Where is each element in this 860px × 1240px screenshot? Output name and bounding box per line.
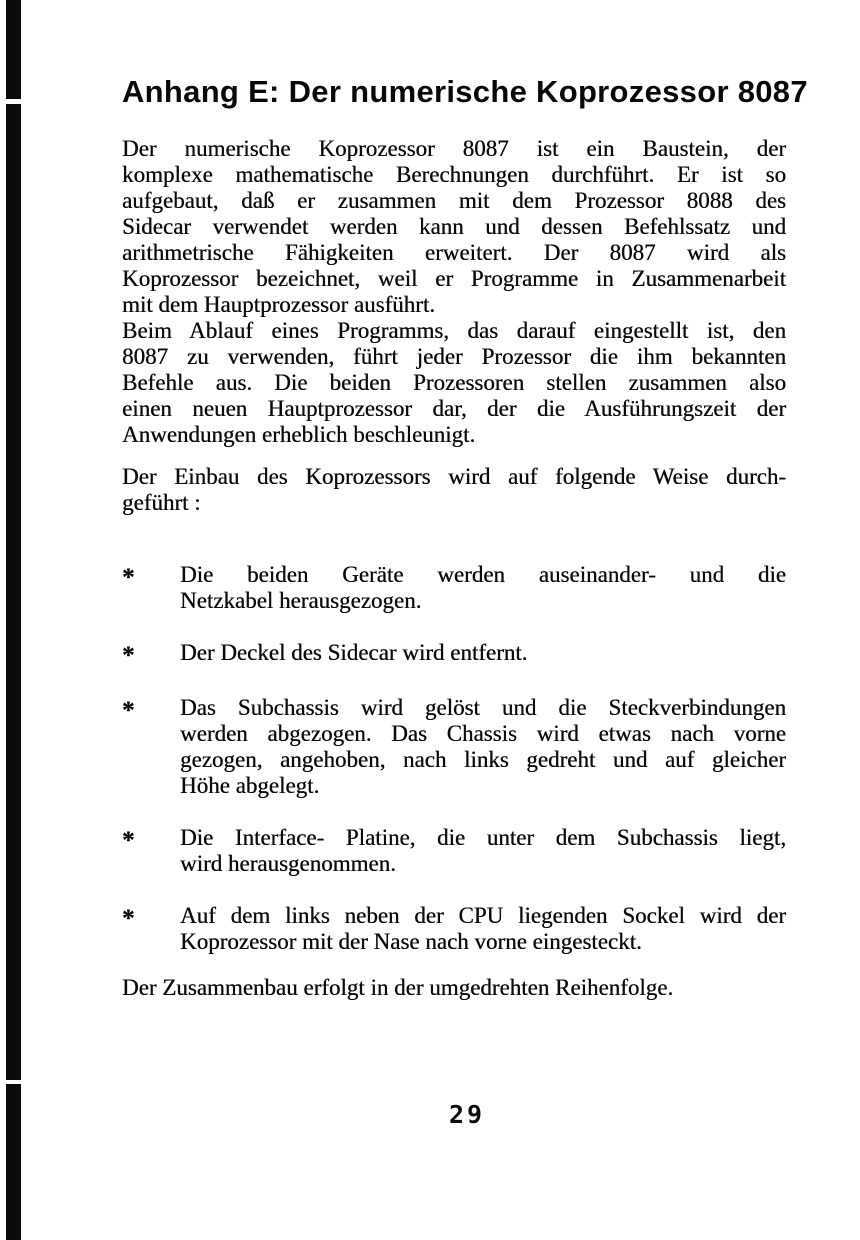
- asterisk-bullet-icon: *: [122, 697, 135, 724]
- bullet-list: [122, 562, 786, 955]
- text-line: 8087 zu verwenden, führt jeder Prozessor die ihm bekannten: [122, 344, 786, 369]
- bullet-text: [180, 903, 786, 955]
- bullet-text: [180, 640, 786, 666]
- bullet-item: [122, 562, 786, 614]
- text-line: geführt :: [122, 490, 201, 515]
- text-line: Der Deckel des Sidecar wird entfernt.: [180, 640, 528, 665]
- text-line: Koprozessor mit der Nase nach vorne eingesteckt.: [180, 929, 642, 954]
- bullet-text: [180, 562, 786, 614]
- bullet-item: [122, 903, 786, 955]
- page-title: Anhang E: Der numerische Koprozessor 8087: [122, 74, 808, 109]
- text-line: arithmetrische Fähigkeiten erweitert. Der 8087 wird als: [122, 240, 786, 265]
- text-line: Koprozessor bezeichnet, weil er Programme in Zusammenarbeit: [122, 266, 786, 291]
- text-line: Der numerische Koprozessor 8087 ist ein Baustein, der: [122, 136, 786, 161]
- closing-line: Der Zusammenbau erfolgt in der umgedrehten Reihenfolge.: [122, 975, 674, 1000]
- text-line: Die beiden Geräte werden auseinander- und die: [180, 562, 786, 587]
- text-line: aufgebaut, daß er zusammen mit dem Prozessor 8088 des: [122, 188, 786, 213]
- bullet-item: [122, 825, 786, 877]
- text-line: Beim Ablauf eines Programms, das darauf eingestellt ist, den: [122, 318, 786, 343]
- bullet-text: [180, 695, 786, 799]
- asterisk-bullet-icon: *: [122, 642, 135, 669]
- text-line: gezogen, angehoben, nach links gedreht und auf gleicher: [180, 747, 786, 772]
- page-number: 29: [448, 1100, 486, 1129]
- asterisk-bullet-icon: *: [122, 905, 135, 932]
- text-line: Der Einbau des Koprozessors wird auf folgende Weise durch-: [122, 464, 786, 489]
- bullet-item: [122, 695, 786, 799]
- scan-edge-artifact: [6, 0, 21, 1240]
- text-line: Das Subchassis wird gelöst und die Steckverbindungen: [180, 695, 786, 720]
- text-line: Sidecar verwendet werden kann und dessen Befehlssatz und: [122, 214, 786, 239]
- paragraph-einbau: [122, 464, 786, 516]
- text-column: [122, 74, 808, 1001]
- asterisk-bullet-icon: *: [122, 564, 135, 591]
- paragraph-ablauf: [122, 318, 786, 448]
- text-line: einen neuen Hauptprozessor dar, der die Ausführungszeit der: [122, 396, 786, 421]
- text-line: Anwendungen erheblich beschleunigt.: [122, 422, 476, 447]
- text-line: werden abgezogen. Das Chassis wird etwas nach vorne: [180, 721, 786, 746]
- bullet-item: [122, 640, 786, 669]
- text-line: mit dem Hauptprozessor ausführt.: [122, 292, 435, 317]
- text-line: komplexe mathematische Berechnungen durchführt. Er ist so: [122, 162, 786, 187]
- text-line: Die Interface- Platine, die unter dem Subchassis liegt,: [180, 825, 786, 850]
- asterisk-bullet-icon: *: [122, 827, 135, 854]
- bullet-text: [180, 825, 786, 877]
- paragraph-intro: [122, 136, 786, 318]
- text-line: Befehle aus. Die beiden Prozessoren stellen zusammen also: [122, 370, 786, 395]
- text-line: wird herausgenommen.: [180, 851, 396, 876]
- text-line: Netzkabel herausgezogen.: [180, 588, 422, 613]
- text-line: Höhe abgelegt.: [180, 773, 320, 798]
- text-line: Auf dem links neben der CPU liegenden Sockel wird der: [180, 903, 786, 928]
